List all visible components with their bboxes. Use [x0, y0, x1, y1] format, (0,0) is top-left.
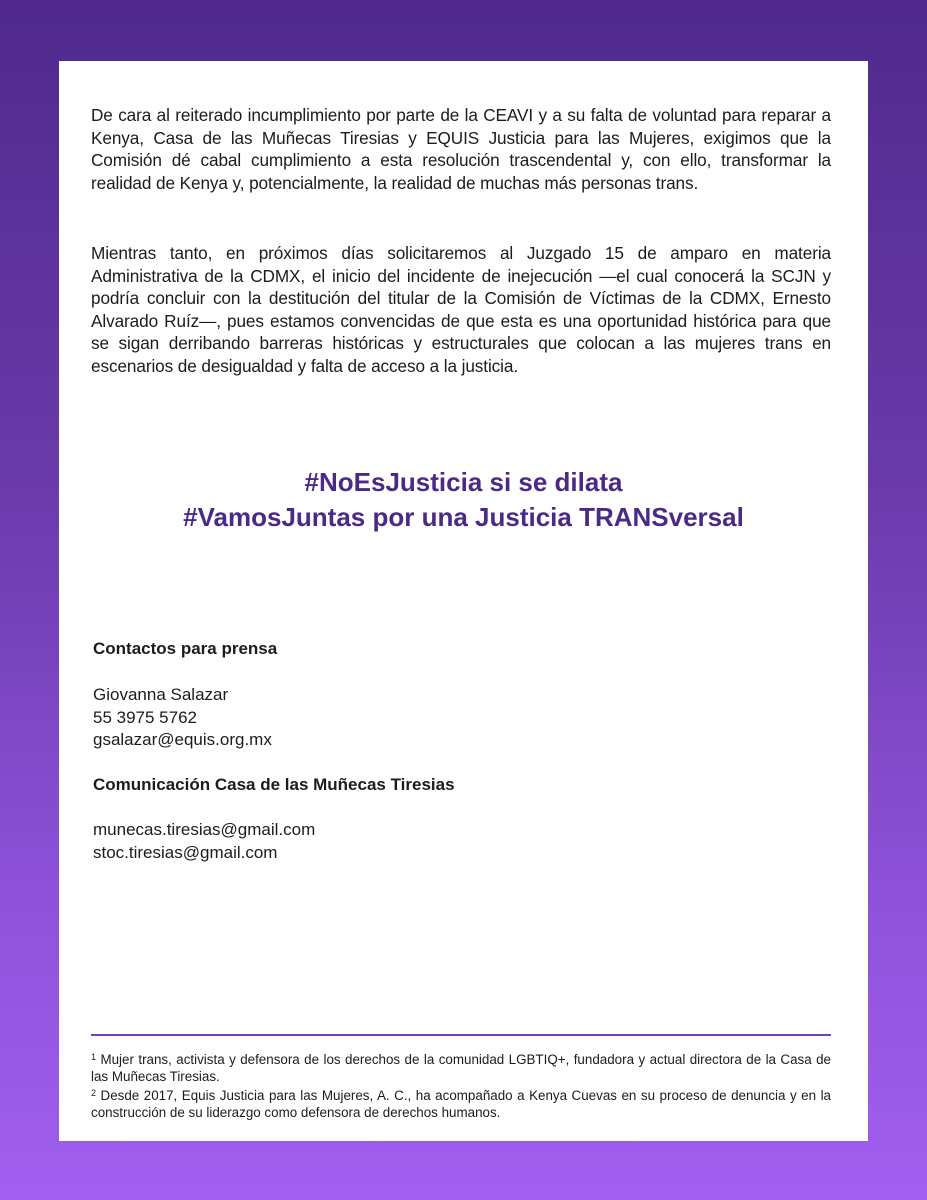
- press-contacts-heading: Contactos para prensa: [93, 639, 278, 658]
- press-contact-email: gsalazar@equis.org.mx: [93, 730, 272, 749]
- footnote-1: [91, 1049, 831, 1085]
- press-contact-details: [93, 684, 272, 752]
- document-page: [59, 61, 868, 1141]
- press-contact-phone: 55 3975 5762: [93, 707, 197, 727]
- footnotes: [91, 1049, 831, 1121]
- casa-contact-details: [93, 819, 315, 864]
- body-paragraph-1: De cara al reiterado incumplimiento por parte de la CEAVI y a su falta de voluntad para reparar a Kenya, Casa de las Muñecas Tiresias y EQUIS Justicia para las Mujeres, exigimos que la Comisión dé cabal cumplimiento a esta resolución trascendental y, con ello, transformar la realidad de Kenya y, potencialmente, la realidad de muchas más personas trans.: [91, 105, 831, 193]
- footnote-text: Mujer trans, activista y defensora de los derechos de la comunidad LGBTIQ+, fundadora y actual directora de la Casa de las Muñecas Tiresias.: [91, 1052, 831, 1084]
- footnote-marker: 1: [91, 1052, 97, 1062]
- press-contact-name: Giovanna Salazar: [93, 685, 229, 704]
- footnote-2: [91, 1085, 831, 1121]
- footnote-marker: 2: [91, 1088, 97, 1098]
- footnote-divider: [91, 1034, 831, 1036]
- casa-contact-email-1: munecas.tiresias@gmail.com: [93, 820, 316, 839]
- hashtag-block: [59, 465, 868, 535]
- hashtag-line-1: #NoEsJusticia si se dilata: [304, 467, 623, 497]
- hashtag-line-2: #VamosJuntas por una Justicia TRANSversal: [183, 502, 744, 532]
- body-paragraph-2: Mientras tanto, en próximos días solicitaremos al Juzgado 15 de amparo en materia Administrativa de la CDMX, el inicio del incidente de inejecución —el cual conocerá la SCJN y podría concluir con la destitución del titular de la Comisión de Víctimas de la CDMX, Ernesto Alvarado Ruíz—, pues estamos convencidas de que esta es una oportunidad histórica para que se sigan derribando barreras históricas y estructurales que colocan a las mujeres trans en escenarios de desigualdad y falta de acceso a la justicia.: [91, 243, 831, 376]
- casa-contacts-heading: Comunicación Casa de las Muñecas Tiresias: [93, 775, 455, 794]
- footnote-text: Desde 2017, Equis Justicia para las Mujeres, A. C., ha acompañado a Kenya Cuevas en su proceso de denuncia y en la construcción de su liderazgo como defensora de derechos humanos.: [91, 1088, 831, 1120]
- casa-contact-email-2: stoc.tiresias@gmail.com: [93, 842, 278, 862]
